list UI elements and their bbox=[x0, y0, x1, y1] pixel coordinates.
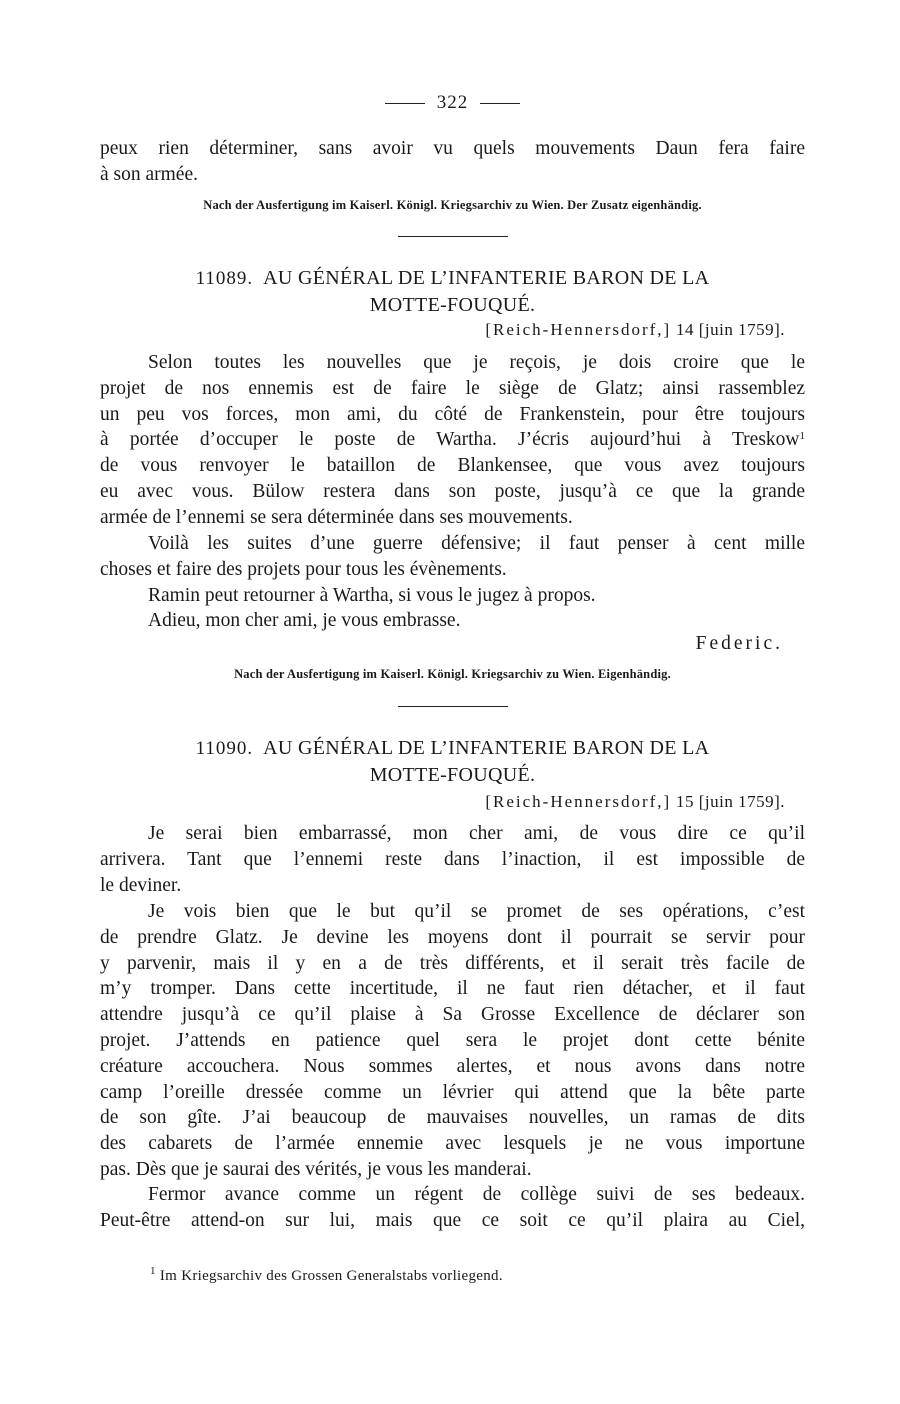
letter-paragraph bbox=[100, 531, 805, 583]
source-note: Nach der Ausfertigung im Kaiserl. Königl. Kriegsarchiv zu Wien. Eigenhändig. bbox=[234, 667, 671, 681]
text-line: projet de nos ennemis est de faire le siège de Glatz; ainsi rassemblez bbox=[100, 377, 805, 399]
text-line: Ramin peut retourner à Wartha, si vous le jugez à propos. bbox=[148, 585, 596, 606]
text-line: Selon toutes les nouvelles que je reçois, je dois croire que le bbox=[148, 352, 805, 373]
heading-line: MOTTE-FOUQUÉ. bbox=[369, 294, 536, 316]
text-line: Je vois bien que le but qu’il se promet de ses opérations, c’est bbox=[148, 901, 805, 922]
text-line: de vous renvoyer le bataillon de Blankensee, que vous avez toujours bbox=[100, 455, 805, 477]
text-line: arrivera. Tant que l’ennemi reste dans l’inaction, il est impossible de bbox=[100, 848, 805, 870]
letter-number: 11090. bbox=[195, 738, 254, 759]
signature: Federic. bbox=[695, 633, 783, 654]
text-line: pas. Dès que je saurai des vérités, je vous les manderai. bbox=[100, 1158, 532, 1180]
text-line: choses et faire des projets pour tous les évènements. bbox=[100, 558, 507, 580]
letter-paragraph bbox=[100, 608, 805, 634]
section-divider bbox=[398, 706, 508, 707]
text-line: camp l’oreille dressée comme un lévrier qui attend que la bête parte bbox=[100, 1081, 805, 1103]
dateline-place: [Reich-Hennersdorf,] bbox=[485, 320, 672, 339]
text-line: projet. J’attends en patience quel sera le projet dont cette bénite bbox=[100, 1029, 805, 1051]
heading-line: AU GÉNÉRAL DE L’INFANTERIE BARON DE LA bbox=[263, 267, 710, 289]
text-line: de son gîte. J’ai beaucoup de mauvaises nouvelles, un ramas de dits bbox=[100, 1107, 805, 1129]
letter-paragraph bbox=[100, 899, 805, 1183]
text-line: Fermor avance comme un régent de collège suivi de ses bedeaux. bbox=[148, 1184, 805, 1205]
source-note: Nach der Ausfertigung im Kaiserl. Königl. Kriegsarchiv zu Wien. Der Zusatz eigenhändig. bbox=[203, 198, 702, 212]
footnote bbox=[150, 1265, 503, 1285]
dateline bbox=[485, 320, 785, 340]
text-line: m’y tromper. Dans cette incertitude, il ne faut rien détacher, et il faut bbox=[100, 978, 805, 1000]
footnote-marker: 1 bbox=[150, 1265, 156, 1277]
text-line: armée de l’ennemi se sera déterminée dans ses mouvements. bbox=[100, 506, 573, 528]
footnote-marker: 1 bbox=[799, 430, 805, 443]
letter-paragraph bbox=[100, 1182, 805, 1234]
text-line: attendre jusqu’à ce qu’il plaise à Sa Grosse Excellence de déclarer son bbox=[100, 1004, 805, 1026]
text-line: de prendre Glatz. Je devine les moyens dont il pourrait se servir pour bbox=[100, 926, 805, 948]
text-line: des cabarets de l’armée ennemie avec lesquels je ne vous importune bbox=[100, 1133, 805, 1155]
letter-paragraph bbox=[100, 350, 805, 531]
text-line: eu avec vous. Bülow restera dans son poste, jusqu’à ce que la grande bbox=[100, 480, 805, 502]
section-divider bbox=[398, 236, 508, 237]
dateline-place: [Reich-Hennersdorf,] bbox=[485, 792, 672, 811]
text-line: Je serai bien embarrassé, mon cher ami, de vous dire ce qu’il bbox=[148, 823, 805, 844]
letter-heading bbox=[100, 735, 805, 788]
text-line: Adieu, mon cher ami, je vous embrasse. bbox=[148, 610, 461, 631]
dateline-date: 15 [juin 1759]. bbox=[675, 792, 785, 811]
text-line: peux rien déterminer, sans avoir vu quels mouvements Daun fera faire bbox=[100, 138, 805, 159]
letter-paragraph bbox=[100, 583, 805, 609]
text-line: le deviner. bbox=[100, 874, 182, 896]
footnote-text: Im Kriegsarchiv des Grossen Generalstabs vorliegend. bbox=[159, 1268, 503, 1284]
text-line: y parvenir, mais il y en a de très différents, et il serait très facile de bbox=[100, 952, 805, 974]
letter-paragraph bbox=[100, 821, 805, 898]
heading-line: AU GÉNÉRAL DE L’INFANTERIE BARON DE LA bbox=[263, 737, 710, 759]
heading-line: MOTTE-FOUQUÉ. bbox=[369, 764, 536, 786]
text-line: Voilà les suites d’une guerre défensive; il faut penser à cent mille bbox=[148, 533, 805, 554]
carryover-paragraph bbox=[100, 136, 805, 188]
text-line: un peu vos forces, mon ami, du côté de Frankenstein, pour être toujours bbox=[100, 403, 805, 425]
page-number: 322 bbox=[100, 92, 805, 114]
letter-number: 11089. bbox=[195, 268, 254, 289]
text-line: créature accouchera. Nous sommes alertes, et nous avons dans notre bbox=[100, 1055, 805, 1077]
page-number-dash-right bbox=[480, 103, 520, 104]
text-line: Peut-être attend-on sur lui, mais que ce soit ce qu’il plaira au Ciel, bbox=[100, 1209, 805, 1231]
text-line: à portée d’occuper le poste de Wartha. J’écris aujourd’hui à Treskow$^1$ bbox=[100, 429, 805, 451]
dateline bbox=[485, 792, 785, 812]
page-number-dash-left bbox=[385, 103, 425, 104]
text-line: à son armée. bbox=[100, 163, 198, 185]
dateline-date: 14 [juin 1759]. bbox=[675, 320, 785, 339]
letter-heading bbox=[100, 265, 805, 318]
